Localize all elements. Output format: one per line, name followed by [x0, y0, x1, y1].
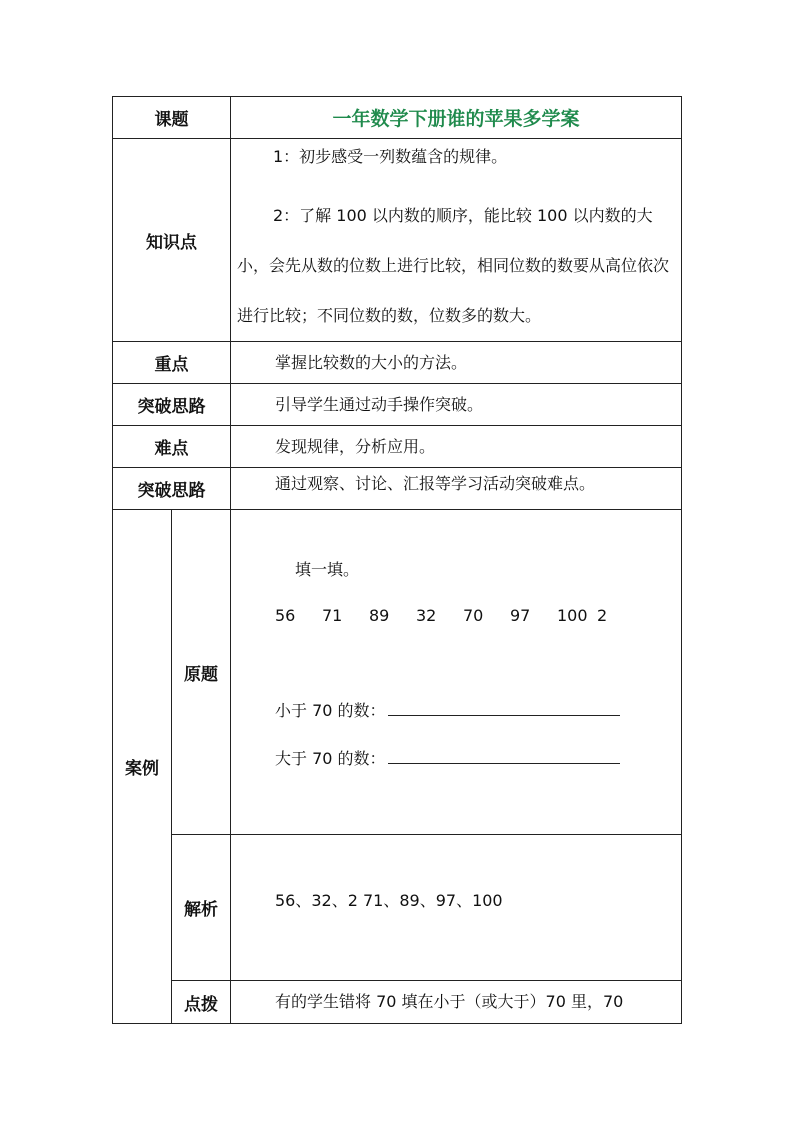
less-than-line: [275, 698, 620, 721]
lesson-title: 一年数学下册谁的苹果多学案: [231, 97, 682, 139]
knowledge-row: [113, 139, 682, 342]
lesson-plan-table: [112, 96, 682, 1024]
tip-row: [113, 981, 682, 1024]
breakthrough-label-2: 突破思路: [113, 468, 231, 510]
number-item: 2: [597, 606, 608, 625]
analysis-row: [113, 835, 682, 981]
analysis-content: [231, 835, 682, 981]
number-item: 100: [557, 606, 588, 625]
greater-than-line: [275, 746, 620, 769]
original-problem-content: [231, 510, 682, 835]
less-than-label: 小于 70 的数：: [275, 701, 386, 720]
number-item: 56: [275, 606, 296, 625]
number-item: 70: [463, 606, 484, 625]
knowledge-content: [231, 139, 682, 342]
breakthrough-text-1: 引导学生通过动手操作突破。: [231, 384, 682, 426]
breakthrough-row-2: [113, 468, 682, 510]
greater-than-blank[interactable]: [388, 748, 620, 764]
original-problem-label: 原题: [172, 510, 231, 835]
difficulty-label: 难点: [113, 426, 231, 468]
key-point-row: [113, 342, 682, 384]
analysis-text: 56、32、2 71、89、97、100: [275, 891, 503, 910]
number-list: [275, 606, 607, 625]
less-than-blank[interactable]: [388, 700, 620, 716]
key-point-label: 重点: [113, 342, 231, 384]
fill-in-instruction: 填一填。: [295, 560, 360, 579]
number-item: 71: [322, 606, 343, 625]
difficulty-text: 发现规律，分析应用。: [231, 426, 682, 468]
number-item: 32: [416, 606, 437, 625]
breakthrough-label-1: 突破思路: [113, 384, 231, 426]
tip-label: 点拨: [172, 981, 231, 1024]
knowledge-label: 知识点: [113, 139, 231, 342]
case-label: 案例: [113, 510, 172, 1024]
breakthrough-text-2: 通过观察、讨论、汇报等学习活动突破难点。: [231, 468, 682, 510]
number-item: 89: [369, 606, 390, 625]
original-problem-row: [113, 510, 682, 835]
title-row: [113, 97, 682, 139]
knowledge-line-1: 1：初步感受一列数蕴含的规律。: [273, 147, 508, 166]
analysis-label: 解析: [172, 835, 231, 981]
difficulty-row: [113, 426, 682, 468]
knowledge-line-2: 2：了解 100 以内数的顺序，能比较 100 以内数的大小，会先从数的位数上进行比较，相同位数的数要从高位依次进行比较；不同位数的数，位数多的数大。: [237, 206, 670, 325]
number-item: 97: [510, 606, 531, 625]
greater-than-label: 大于 70 的数：: [275, 749, 386, 768]
key-point-text: 掌握比较数的大小的方法。: [231, 342, 682, 384]
topic-label: 课题: [113, 97, 231, 139]
tip-text: 有的学生错将 70 填在小于（或大于）70 里，70: [231, 981, 682, 1024]
breakthrough-row-1: [113, 384, 682, 426]
